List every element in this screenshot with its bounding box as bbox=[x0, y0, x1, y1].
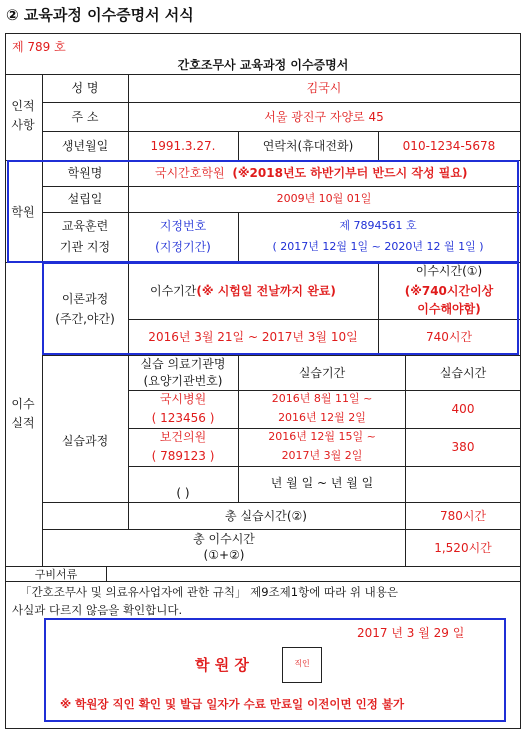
practice-institution-code: ( 789123 ) bbox=[151, 449, 215, 463]
birth-label: 생년월일 bbox=[61, 139, 109, 153]
designation-period-label: (지정기간) bbox=[155, 240, 211, 254]
practice-hours-header: 실습시간 bbox=[439, 366, 487, 380]
phone-value: 010-1234-5678 bbox=[402, 139, 496, 153]
rule bbox=[42, 355, 521, 356]
rule bbox=[238, 355, 239, 502]
rule bbox=[42, 102, 521, 103]
completion-section-label: 이수 bbox=[11, 397, 35, 411]
personal-section-label: 사항 bbox=[11, 118, 35, 132]
confirm-text: 사실과 다르지 않음을 확인합니다. bbox=[12, 603, 183, 617]
academy-section-label: 학원 bbox=[11, 205, 35, 219]
practice-institution-header: 실습 의료기관명 bbox=[140, 357, 226, 371]
designation-label: 기관 지정 bbox=[59, 240, 111, 254]
attachments-label: 구비서류 bbox=[34, 568, 78, 581]
practice-period-header: 실습기간 bbox=[298, 366, 346, 380]
practice-label: 실습과정 bbox=[61, 434, 109, 448]
director-title: 학 원 장 bbox=[195, 656, 249, 674]
practice-hours: 380 bbox=[451, 440, 475, 454]
theory-hours-value: 740시간 bbox=[425, 330, 473, 344]
grand-total-label: 총 이수시간 bbox=[193, 532, 255, 546]
grand-total-label: (①+②) bbox=[203, 548, 245, 562]
theory-period-note: (※ 시험일 전날까지 완료) bbox=[196, 284, 336, 298]
practice-institution-header: (요양기관번호) bbox=[143, 374, 223, 388]
practice-institution-code: ( ) bbox=[176, 486, 190, 500]
practice-period: 2016년 12월 2일 bbox=[278, 411, 366, 424]
theory-hours-note: (※740시간이상 bbox=[404, 284, 494, 298]
confirm-text: 「간호조무사 및 의료유사업자에 관한 규칙」 제9조제1항에 따라 위 내용은 bbox=[20, 585, 398, 599]
academy-name: 국시간호학원 bbox=[155, 166, 225, 180]
rule bbox=[106, 566, 107, 581]
page-heading: ② 교육과정 이수증명서 서식 bbox=[6, 6, 194, 24]
theory-label: (주간,야간) bbox=[55, 312, 115, 326]
theory-hours-label: 이수시간(①) bbox=[415, 264, 483, 278]
completion-section-label: 실적 bbox=[11, 416, 35, 430]
designation-period-value: ( 2017년 12월 1일 ~ 2020년 12 월 1일 ) bbox=[272, 240, 484, 253]
practice-period: 2017년 3월 2일 bbox=[281, 449, 363, 462]
practice-period: 2016년 8월 11일 ~ bbox=[271, 392, 373, 405]
designation-number-value: 제 7894561 호 bbox=[339, 219, 417, 232]
theory-period-label: 이수기간 bbox=[150, 284, 197, 298]
practice-institution: 보건의원 bbox=[159, 430, 207, 444]
practice-total-label: 총 실습시간(②) bbox=[225, 509, 307, 523]
seal-label: 직인 bbox=[294, 659, 310, 668]
rule bbox=[238, 131, 239, 160]
designation-label: 교육훈련 bbox=[61, 219, 109, 233]
practice-hours: 400 bbox=[451, 402, 475, 416]
rule bbox=[42, 529, 521, 530]
rule bbox=[128, 466, 521, 467]
rule bbox=[5, 581, 521, 582]
designation-number-label: 지정번호 bbox=[159, 219, 207, 233]
rule bbox=[42, 502, 521, 503]
founded-label: 설립일 bbox=[67, 192, 103, 206]
theory-label: 이론과정 bbox=[61, 292, 109, 306]
personal-section-label: 인적 bbox=[11, 99, 35, 113]
phone-label: 연락처(휴대전화) bbox=[262, 139, 354, 153]
theory-hours-note: 이수해야함) bbox=[417, 302, 481, 316]
academy-name-label: 학원명 bbox=[67, 166, 103, 180]
academy-name-value bbox=[155, 166, 467, 180]
rule bbox=[378, 131, 379, 160]
practice-period: 2016년 12월 15일 ~ bbox=[268, 430, 376, 443]
name-value: 김국시 bbox=[306, 81, 342, 95]
practice-institution: 국시병원 bbox=[159, 392, 207, 406]
name-label: 성 명 bbox=[71, 81, 99, 95]
rule bbox=[5, 566, 521, 567]
issue-date: 2017 년 3 월 29 일 bbox=[357, 626, 465, 640]
grand-total-value: 1,520시간 bbox=[434, 541, 492, 555]
academy-name-note: (※2018년도 하반기부터 반드시 작성 필요) bbox=[232, 166, 468, 180]
address-value: 서울 광진구 자양로 45 bbox=[264, 110, 384, 124]
rule bbox=[128, 428, 521, 429]
rule bbox=[128, 390, 521, 391]
rule bbox=[42, 131, 521, 132]
practice-institution-code: ( 123456 ) bbox=[151, 411, 215, 425]
address-label: 주 소 bbox=[71, 110, 99, 124]
warning-note: ※ 학원장 직인 확인 및 발급 일자가 수료 만료일 이전이면 인정 불가 bbox=[60, 697, 405, 711]
certificate-number: 제 789 호 bbox=[12, 40, 66, 54]
theory-period-value: 2016년 3월 21일 ~ 2017년 3월 10일 bbox=[148, 330, 358, 344]
practice-period: 년 월 일 ~ 년 월 일 bbox=[270, 476, 374, 490]
rule bbox=[405, 355, 406, 566]
founded-value: 2009년 10월 01일 bbox=[276, 192, 372, 205]
practice-total-value: 780시간 bbox=[439, 509, 487, 523]
birth-value: 1991.3.27. bbox=[150, 139, 216, 153]
certificate-title: 간호조무사 교육과정 이수증명서 bbox=[177, 58, 349, 72]
rule bbox=[5, 74, 521, 75]
theory-period-header bbox=[150, 284, 336, 298]
